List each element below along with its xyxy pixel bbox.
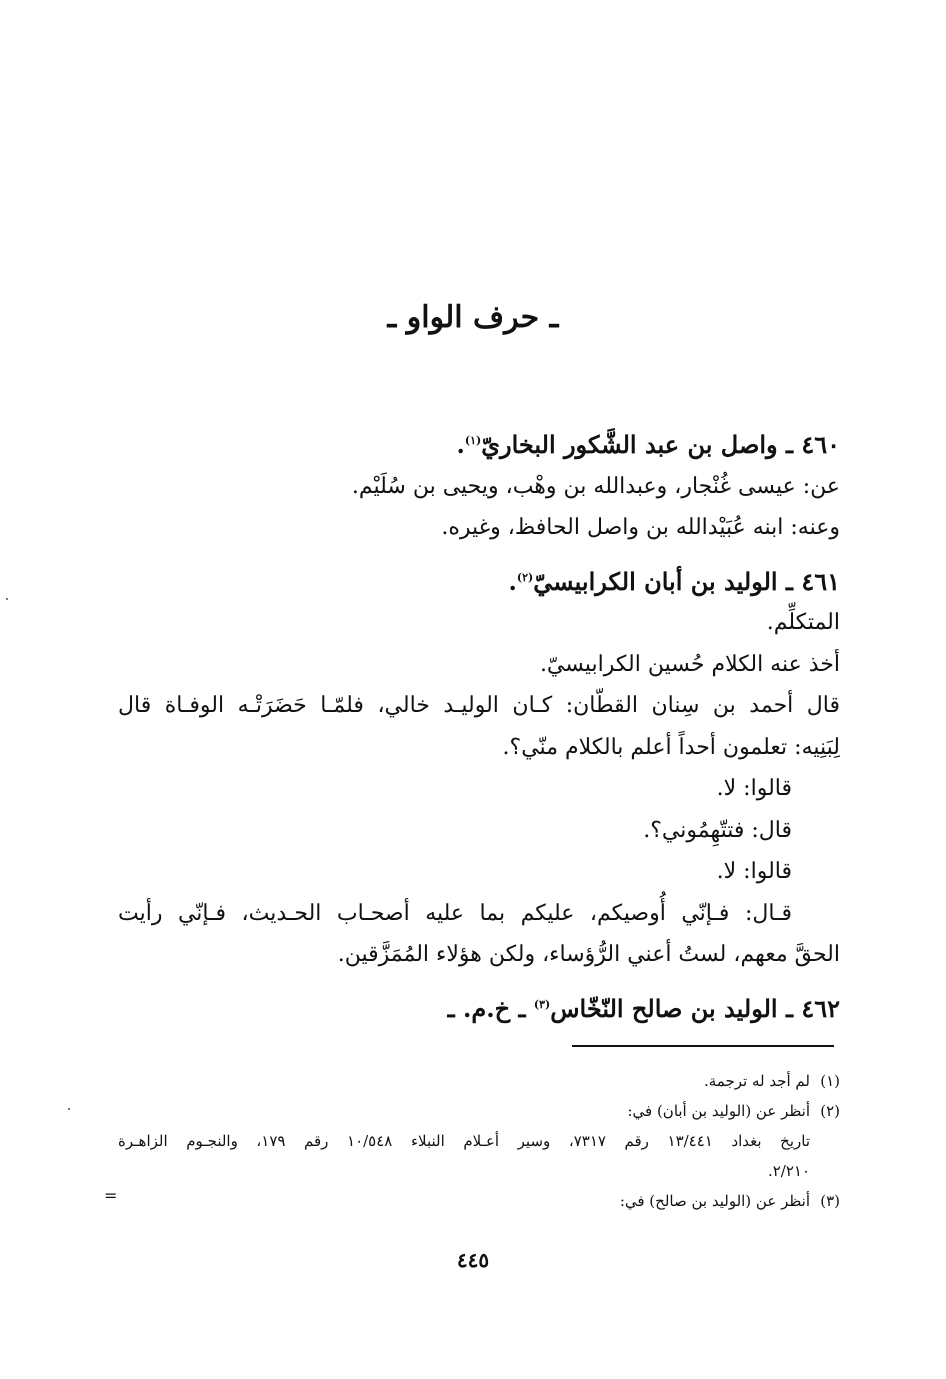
entry-line: قالوا: لا. [716,859,792,884]
entry-heading-461: ٤٦١ ـ الوليد بن أبان الكرابيسيّ$^{(٢)}$. [508,566,840,596]
footnote-ref-3: (٣) [533,997,551,1011]
section-title: ـ حرف الواو ـ [387,300,559,335]
entry-line: أخذ عنه الكلام حُسين الكرابيسيّ. [539,651,840,677]
entry-line: قال: فتتّهِمُوني؟. [643,817,792,843]
footnote-separator [572,1045,834,1047]
entry-line: قالوا: لا. [716,776,792,801]
page-number: ٤٤٥ [456,1248,490,1272]
entry-line: وعنه: ابنه عُبَيْدالله بن واصل الحافظ، وغيره. [441,515,840,540]
entry-heading-460: ٤٦٠ ـ واصل بن عبد الشَّكور البخاريّ$^{(١)}$. [456,430,840,459]
entry-heading-text: ٤٦١ ـ الوليد بن أبان الكرابيسيّ [533,566,840,596]
footnote-number: (٣) [820,1192,840,1210]
footnote-text: لم أجد له ترجمة. [704,1072,810,1090]
entry-line: المتكلِّم. [766,610,840,635]
footnotes [118,1066,840,1216]
footnote-text: أنظر عن (الوليد بن أبان) في: [627,1102,810,1120]
footnote-2-continuation: ٢/٢١٠. [767,1162,810,1180]
footnote-1 [118,1066,840,1096]
entry-heading-text: ٤٦٢ ـ الوليد بن صالح النّخّاس [550,993,840,1023]
entry-heading-text: ٤٦٠ ـ واصل بن عبد الشَّكور البخاريّ [481,430,840,459]
entry-line: قـال: فـإنّي أُوصيكم، عليكم بما عليه أصحـاب الحـديث، فـإنّي رأيت [118,900,792,926]
entry-heading-462: ٤٦٢ ـ الوليد بن صالح النّخّاس$^{(٣)}$ ـ خ.م. ـ [447,993,840,1023]
continuation-mark: = [104,1186,118,1205]
footnote-ref-2: (٢) [516,570,534,584]
scan-speck [68,1108,70,1110]
footnote-3 [118,1186,840,1216]
entry-line: قال أحمد بن سِنان القطّان: كـان الوليـد خالي، فلمّـا حَضَرَتْـه الوفـاة قال [118,693,840,718]
scan-speck [6,598,8,600]
footnote-number: (٢) [820,1102,840,1120]
footnote-2 [118,1096,840,1126]
footnote-text: أنظر عن (الوليد بن صالح) في: [619,1192,810,1210]
entry-line: لِبَنِيه: تعلمون أحداً أعلم بالكلام منّي؟. [502,734,840,760]
footnote-ref-1: (١) [464,434,482,447]
main-text [118,418,840,1029]
footnote-2-continuation: تاريخ بغداد ١٣/٤٤١ رقم ٧٣١٧، وسير أعـلام النبلاء ١٠/٥٤٨ رقم ١٧٩، والنجـوم الزاهـرة [118,1132,811,1150]
footnote-number: (١) [820,1072,840,1090]
entry-line: الحقَّ معهم، لستُ أعني الرُّؤساء، ولكن هؤلاء المُمَزَّقين. [337,942,840,967]
entry-line: عن: عيسى غُنْجار، وعبدالله بن وهْب، ويحيى بن سُلَيْم. [351,473,840,499]
